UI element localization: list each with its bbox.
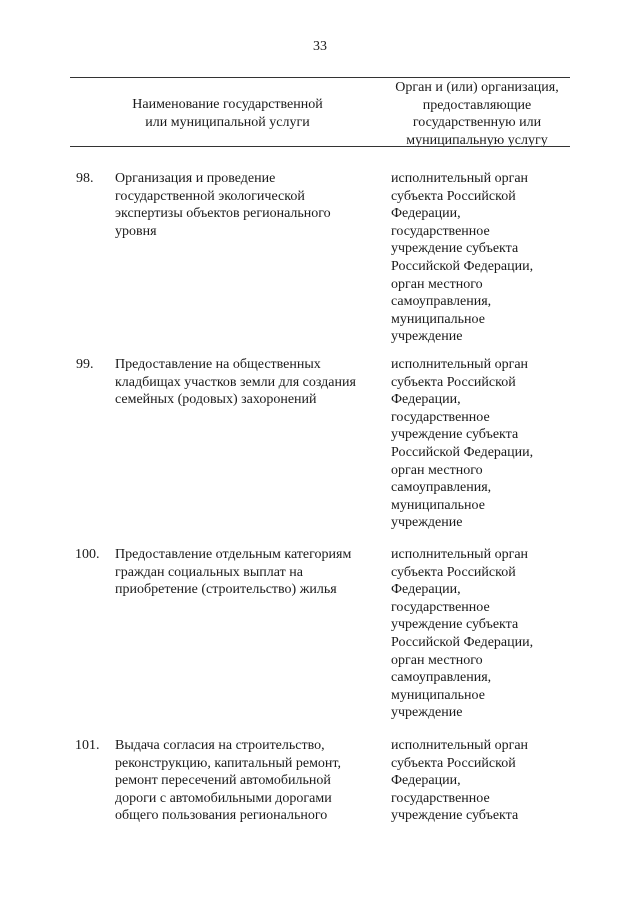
service-organization: исполнительный орган субъекта Российской Федерации, государственное учреждение субъекта Российской Федерации, орган местного самоуправления, муниципальное учреждение [391, 357, 534, 531]
service-name: Предоставление отдельным категориям граждан социальных выплат на приобретение (строительство) жилья [115, 547, 352, 598]
row-number: 100. [75, 547, 100, 562]
service-name: Предоставление на общественных кладбищах участков земли для создания семейных (родовых) захоронений [115, 357, 356, 408]
table-header-rule [70, 146, 570, 147]
service-name: Организация и проведение государственной экологической экспертизы объектов регионального уровня [115, 171, 331, 239]
column-header-organization: Орган и (или) организация, предоставляющие государственную или муниципальную услугу [395, 80, 559, 148]
service-organization: исполнительный орган субъекта Российской Федерации, государственное учреждение субъекта Российской Федерации, орган местного самоуправления, муниципальное учреждение [391, 547, 534, 721]
row-number: 101. [75, 738, 100, 753]
row-number: 98. [76, 171, 94, 186]
service-name: Выдача согласия на строительство, реконструкцию, капитальный ремонт, ремонт пересечений автомобильной дороги с автомобильными дорогами общего пользования регионального [115, 738, 341, 824]
service-organization: исполнительный орган субъекта Российской Федерации, государственное учреждение субъекта Российской Федерации, орган местного самоуправления, муниципальное учреждение [391, 171, 534, 345]
row-number: 99. [76, 357, 94, 372]
service-organization: исполнительный орган субъекта Российской Федерации, государственное учреждение субъекта [391, 738, 529, 824]
column-header-service-name: Наименование государственной или муниципальной услуги [132, 97, 323, 130]
table-top-rule [70, 77, 570, 78]
page-number: 33 [313, 39, 327, 54]
